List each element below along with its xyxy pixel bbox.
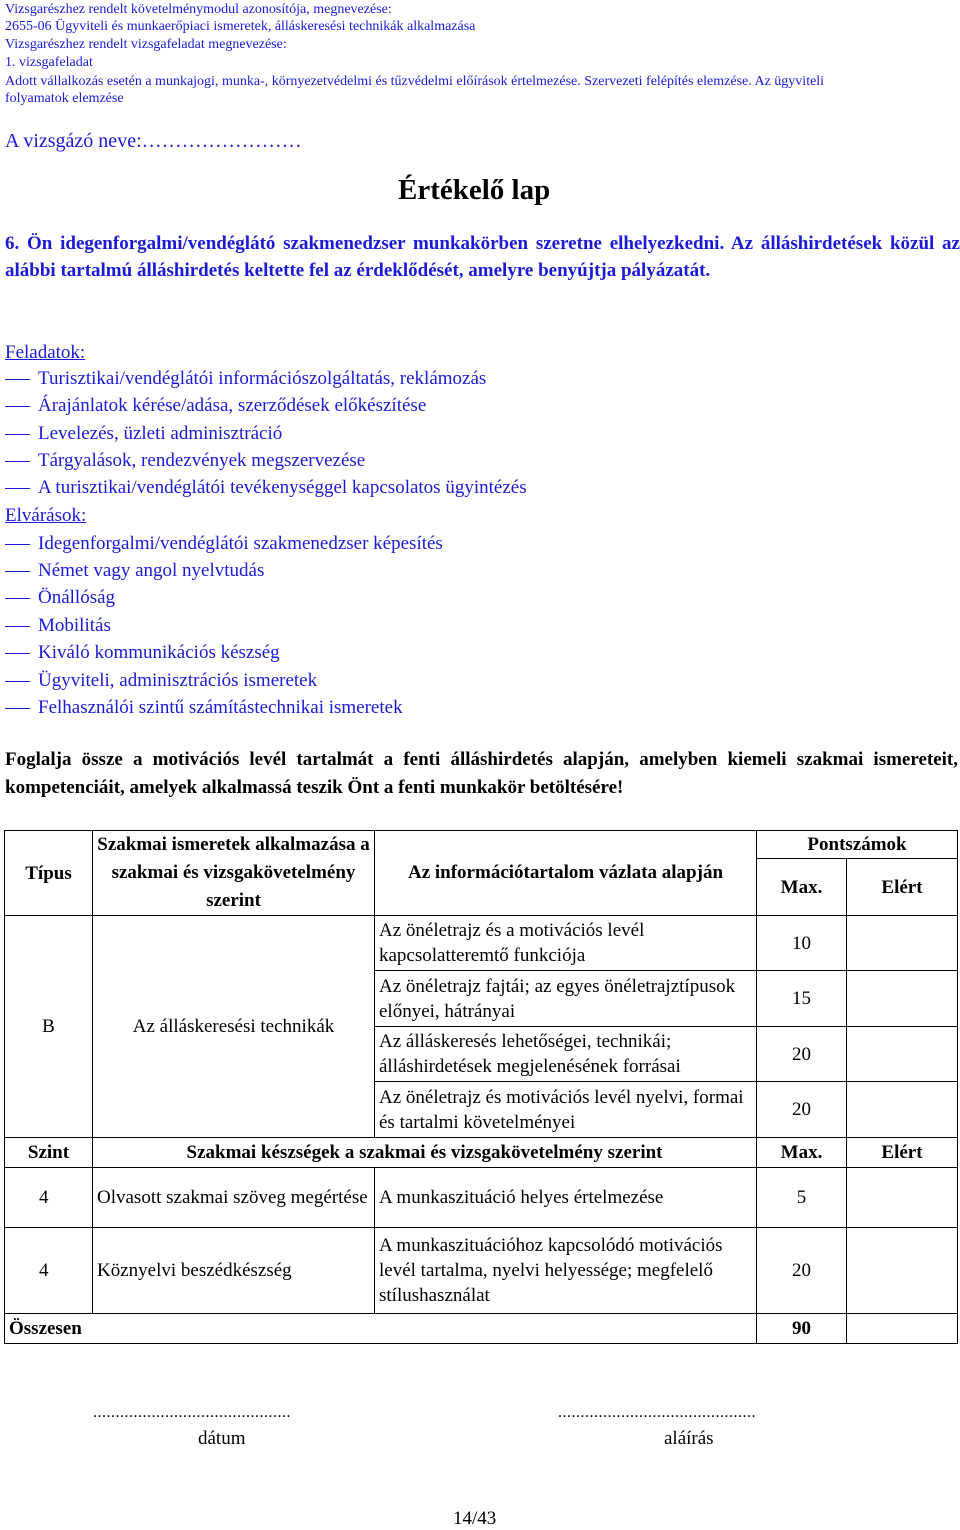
table-row: [5, 1168, 958, 1228]
knowledge-value: Az álláskeresési technikák: [93, 916, 375, 1138]
col-header-achieved: Elért: [847, 859, 958, 916]
info-cell: Az álláskeresés lehetőségei, technikái; álláshirdetések megjelenésének forrásai: [375, 1027, 757, 1082]
total-label: Összesen: [5, 1314, 757, 1344]
achieved-cell: [847, 1168, 958, 1228]
header-module-label: Vizsgarészhez rendelt követelménymodul azonosítója, megnevezése:: [5, 2, 392, 17]
max-cell: 15: [757, 971, 847, 1027]
info-cell: Az önéletrajz és a motivációs levél kapcsolatteremtő funkciója: [375, 916, 757, 971]
table-row: [5, 916, 958, 971]
achieved-cell: [847, 1228, 958, 1314]
level-cell: 4: [5, 1168, 93, 1228]
examinee-name-field: A vizsgázó neve:……………………: [5, 130, 302, 152]
desc-cell: A munkaszituáció helyes értelmezése: [375, 1168, 757, 1228]
achieved-cell: [847, 971, 958, 1027]
col-header-type: Típus: [5, 831, 93, 916]
evaluation-table: [4, 830, 958, 1344]
col-header-info: Az információtartalom vázlata alapján: [375, 831, 757, 916]
date-line: ............................................: [93, 1404, 291, 1421]
desc-cell: A munkaszituációhoz kapcsolódó motivációs levél tartalma, nyelvi helyessége; megfelelő stílushasználat: [375, 1228, 757, 1314]
col-header-max: Max.: [757, 859, 847, 916]
col-header-points: Pontszámok: [757, 831, 958, 859]
skill-cell: Köznyelvi beszédkészség: [93, 1228, 375, 1314]
signature-line: ............................................: [558, 1404, 756, 1421]
max-cell: 5: [757, 1168, 847, 1228]
page-number: 14/43: [453, 1508, 497, 1529]
header-task-description-cont: folyamatok elemzése: [5, 91, 124, 106]
table-row: [5, 1228, 958, 1314]
header-module-name: 2655-06 Ügyviteli és munkaerőpiaci ismeretek, álláskeresési technikák alkalmazása: [5, 19, 476, 34]
achieved-cell: [847, 1027, 958, 1082]
page-title: Értékelő lap: [398, 174, 551, 206]
date-label: dátum: [198, 1428, 246, 1449]
level-cell: 4: [5, 1228, 93, 1314]
type-value: B: [5, 916, 93, 1138]
skills-heading: Szakmai készségek a szakmai és vizsgakövetelmény szerint: [93, 1138, 757, 1168]
col-header-knowledge: Szakmai ismeretek alkalmazása a szakmai és vizsgakövetelmény szerint: [93, 831, 375, 916]
max-cell: 20: [757, 1228, 847, 1314]
header-task-number: 1. vizsgafeladat: [5, 55, 93, 70]
skills-achieved-header: Elért: [847, 1138, 958, 1168]
requirements-heading: Elvárások:: [5, 505, 87, 526]
max-cell: 20: [757, 1082, 847, 1138]
skills-level-header: Szint: [5, 1138, 93, 1168]
signature-label: aláírás: [664, 1428, 714, 1449]
info-cell: Az önéletrajz fajtái; az egyes önéletrajztípusok előnyei, hátrányai: [375, 971, 757, 1027]
max-cell: 10: [757, 916, 847, 971]
total-achieved: [847, 1314, 958, 1344]
max-cell: 20: [757, 1027, 847, 1082]
skills-max-header: Max.: [757, 1138, 847, 1168]
achieved-cell: [847, 916, 958, 971]
task-intro: 6. Ön idegenforgalmi/vendéglátó szakmenedzser munkakörben szeretne elhelyezkedni. Az álláshirdetések közül az alábbi tartalmú álláshirdetés keltette fel az érdeklődését, amelyre benyújtja pályázatát.: [5, 233, 960, 281]
skill-cell: Olvasott szakmai szöveg megértése: [93, 1168, 375, 1228]
total-value: 90: [757, 1314, 847, 1344]
tasks-heading: Feladatok:: [5, 342, 86, 363]
summary-instruction: Foglalja össze a motivációs levél tartalmát a fenti álláshirdetés alapján, amelyben kiemeli szakmai ismereteit, kompetenciáit, amelyek alkalmassá teszik Önt a fenti munkakör betöltésére!: [5, 749, 958, 798]
info-cell: Az önéletrajz és motivációs levél nyelvi, formai és tartalmi követelményei: [375, 1082, 757, 1138]
header-task-label: Vizsgarészhez rendelt vizsgafeladat megnevezése:: [5, 37, 287, 52]
achieved-cell: [847, 1082, 958, 1138]
header-task-description: Adott vállalkozás esetén a munkajogi, munka-, környezetvédelmi és tűzvédelmi előírások értelmezése. Szervezeti felépítés elemzése. Az ügyviteli: [5, 74, 825, 89]
